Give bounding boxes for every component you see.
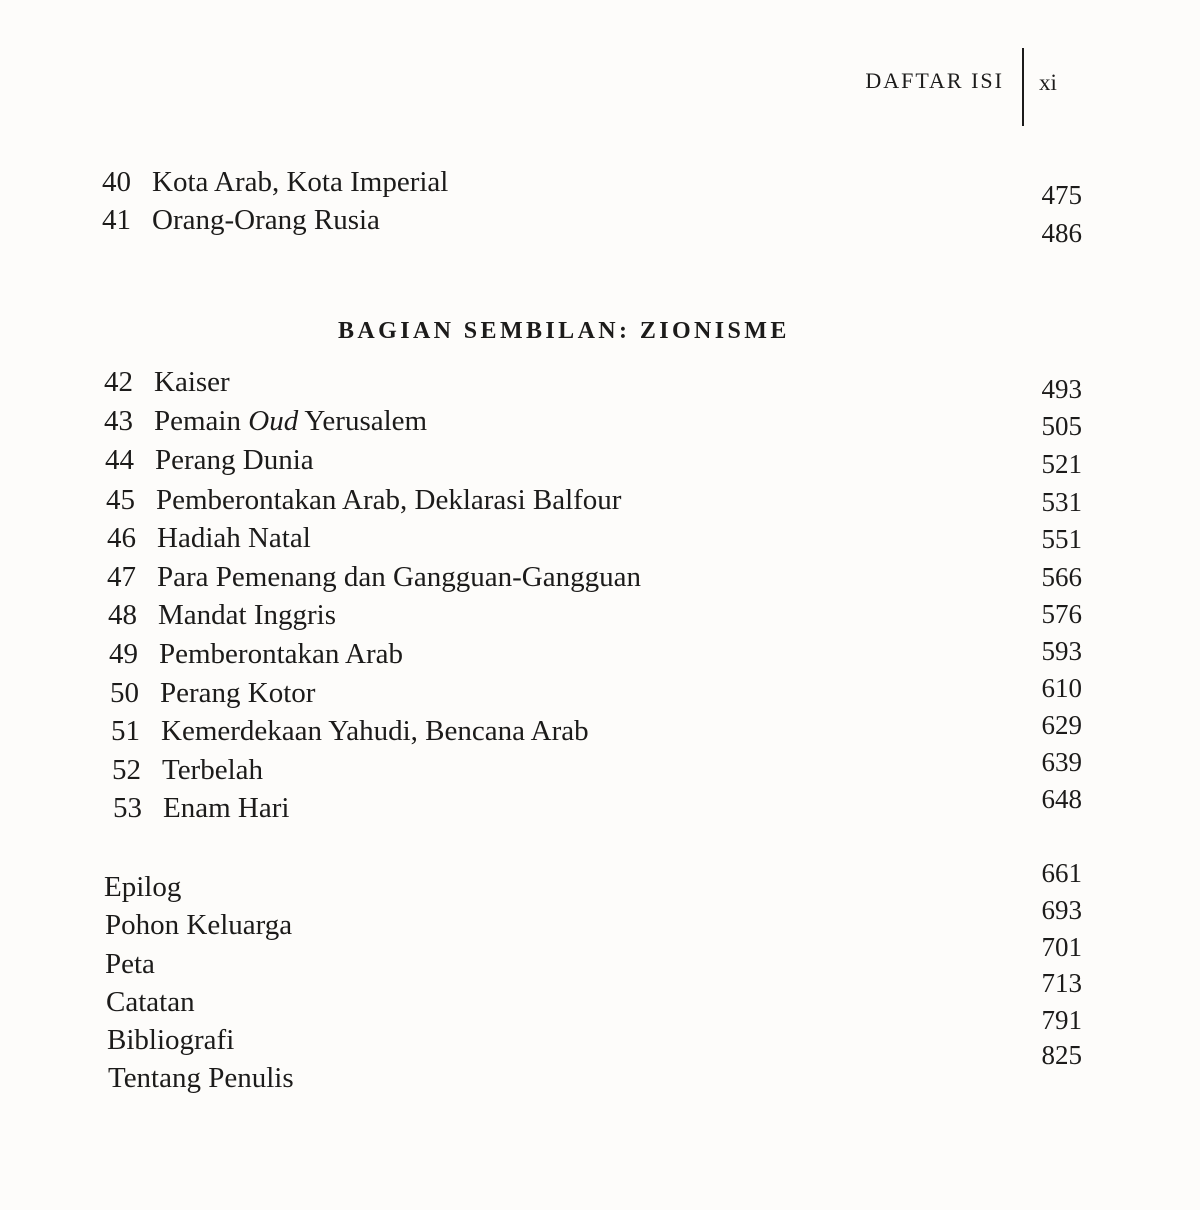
back-matter-title: Pohon Keluarga [105, 909, 293, 941]
toc-entry [107, 561, 641, 594]
chapter-number: 52 [112, 754, 141, 786]
part-heading: BAGIAN SEMBILAN: ZIONISME [338, 318, 790, 344]
toc-entry [104, 366, 230, 399]
chapter-page: 593 [1041, 636, 1082, 666]
back-matter-title: Tentang Penulis [108, 1062, 294, 1094]
chapter-title-italic: Oud [248, 405, 299, 437]
chapter-number: 44 [105, 444, 134, 476]
chapter-number: 43 [104, 405, 133, 437]
chapter-page: 486 [1041, 218, 1082, 248]
toc-entry [111, 715, 589, 748]
chapter-number: 50 [110, 677, 139, 709]
toc-entry [112, 754, 263, 787]
chapter-page: 551 [1041, 524, 1082, 554]
chapter-title: Kota Arab, Kota Imperial [152, 166, 449, 198]
chapter-number: 42 [104, 366, 133, 398]
chapter-number: 45 [106, 484, 135, 516]
chapter-page: 648 [1041, 784, 1082, 814]
chapter-page: 629 [1041, 710, 1082, 740]
chapter-page: 475 [1041, 180, 1082, 210]
chapter-title: Para Pemenang dan Gangguan-Gangguan [157, 561, 641, 593]
toc-entry [108, 599, 336, 632]
page-number: xi [1039, 70, 1057, 95]
toc-entry [102, 204, 380, 237]
chapter-page: 505 [1041, 411, 1082, 441]
chapter-number: 48 [108, 599, 137, 631]
chapter-title: Terbelah [162, 754, 264, 786]
chapter-title: Perang Dunia [155, 444, 314, 476]
toc-entry [109, 638, 403, 671]
toc-entry [102, 166, 448, 199]
chapter-title: Kemerdekaan Yahudi, Bencana Arab [161, 715, 589, 747]
chapter-number: 47 [107, 561, 136, 593]
chapter-title: Perang Kotor [160, 677, 316, 709]
chapter-title: Enam Hari [163, 792, 290, 824]
toc-entry [104, 405, 427, 438]
chapter-title: Pemberontakan Arab, Deklarasi Balfour [156, 484, 622, 516]
back-matter-page: 791 [1041, 1005, 1082, 1035]
chapter-title: Hadiah Natal [157, 522, 311, 554]
toc-entry [113, 792, 289, 825]
chapter-title: Pemain Oud Yerusalem [154, 405, 428, 437]
back-matter-title: Peta [105, 948, 155, 980]
toc-entry [107, 522, 311, 555]
chapter-page: 639 [1041, 747, 1082, 777]
back-matter-page: 661 [1041, 858, 1082, 888]
back-matter-page: 825 [1041, 1040, 1082, 1070]
toc-entry [110, 677, 315, 710]
back-matter-page: 701 [1041, 932, 1082, 962]
chapter-title: Kaiser [154, 366, 230, 398]
chapter-number: 51 [111, 715, 140, 747]
toc-entry [105, 444, 314, 477]
back-matter-page: 713 [1041, 968, 1082, 998]
back-matter-page: 693 [1041, 895, 1082, 925]
chapter-number: 49 [109, 638, 138, 670]
back-matter-title: Epilog [104, 871, 182, 903]
chapter-page: 566 [1041, 562, 1082, 592]
chapter-number: 46 [107, 522, 136, 554]
chapter-title: Orang-Orang Rusia [152, 204, 380, 236]
chapter-title: Pemberontakan Arab [159, 638, 404, 670]
chapter-page: 531 [1041, 487, 1082, 517]
header-divider [1022, 48, 1024, 126]
chapter-number: 53 [113, 792, 142, 824]
back-matter-title: Catatan [106, 986, 195, 1018]
chapter-number: 40 [102, 166, 131, 198]
chapter-page: 576 [1041, 599, 1082, 629]
chapter-page: 493 [1041, 374, 1082, 404]
chapter-page: 521 [1041, 449, 1082, 479]
running-title: DAFTAR ISI [865, 68, 1004, 93]
chapter-number: 41 [102, 204, 131, 236]
chapter-title: Mandat Inggris [158, 599, 336, 631]
chapter-page: 610 [1041, 673, 1082, 703]
back-matter-title: Bibliografi [107, 1024, 235, 1056]
toc-entry [106, 484, 621, 517]
